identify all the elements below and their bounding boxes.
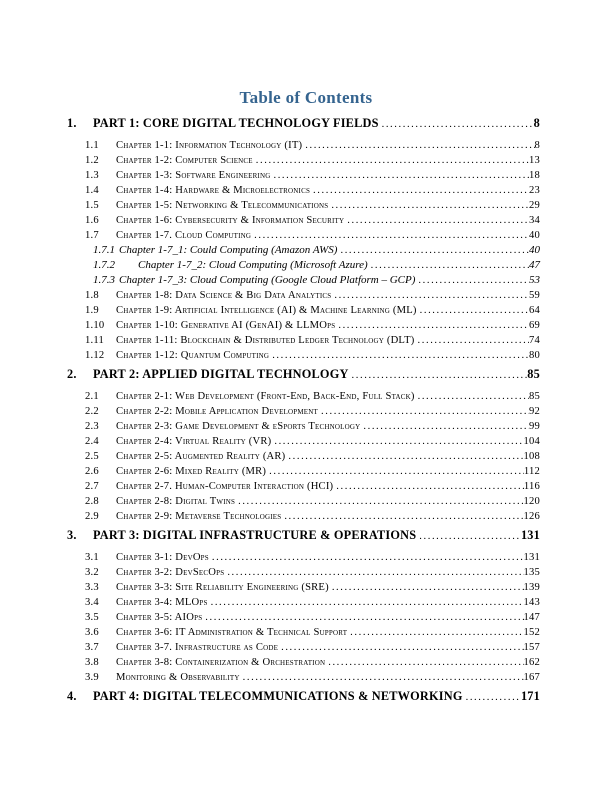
entry-page-number: 162 bbox=[523, 657, 540, 668]
entry-number: 1.3 bbox=[85, 170, 99, 181]
leader-dots bbox=[278, 640, 523, 655]
leader-dots bbox=[417, 303, 529, 318]
entry-page-number: 47 bbox=[529, 259, 540, 271]
entry-page-number: 120 bbox=[523, 496, 540, 507]
entry-page-number: 99 bbox=[529, 421, 540, 432]
leader-dots bbox=[415, 333, 529, 348]
entry-number: 1.7.3 bbox=[93, 274, 115, 286]
toc-entry[interactable] bbox=[67, 303, 540, 318]
entry-number: 3.3 bbox=[85, 582, 99, 593]
entry-number: 1.10 bbox=[85, 320, 105, 331]
entry-label: Chapter 2-9: Metaverse Technologies bbox=[116, 511, 282, 522]
leader-dots bbox=[349, 368, 528, 383]
leader-dots bbox=[251, 228, 529, 243]
entry-label: Chapter 2-6: Mixed Reality (MR) bbox=[116, 466, 267, 477]
entry-label: Chapter 1-7. Cloud Computing bbox=[116, 230, 252, 241]
entry-number: 1.4 bbox=[85, 185, 99, 196]
leader-dots bbox=[302, 138, 534, 153]
entry-label: Chapter 2-4: Virtual Reality (VR) bbox=[116, 436, 272, 447]
toc-entry[interactable] bbox=[67, 449, 540, 464]
entry-page-number: 135 bbox=[523, 567, 540, 578]
leader-dots bbox=[266, 464, 524, 479]
entry-number: 1.7.1 bbox=[93, 244, 115, 256]
entry-page-number: 74 bbox=[529, 335, 540, 346]
toc-entry[interactable] bbox=[67, 333, 540, 348]
part-label: PART 3: DIGITAL INFRASTRUCTURE & OPERATIONS bbox=[93, 528, 417, 542]
leader-dots bbox=[379, 117, 534, 132]
entry-label: Chapter 1-11: Blockchain & Distributed Ledger Technology (DLT) bbox=[116, 335, 415, 346]
entry-page-number: 69 bbox=[529, 320, 540, 331]
toc-entry[interactable] bbox=[67, 625, 540, 640]
entry-label: Chapter 1-1: Information Technology (IT) bbox=[116, 140, 303, 151]
entry-number: 2.7 bbox=[85, 481, 99, 492]
entry-number: 3.9 bbox=[85, 672, 99, 683]
entry-page-number: 139 bbox=[523, 582, 540, 593]
leader-dots bbox=[208, 595, 524, 610]
leader-dots bbox=[209, 550, 524, 565]
entry-label: Chapter 2-5: Augmented Reality (AR) bbox=[116, 451, 286, 462]
toc-entry[interactable] bbox=[67, 138, 540, 153]
entry-label: Chapter 1-6: Cybersecurity & Information Security bbox=[116, 215, 345, 226]
entry-label: Chapter 2-7. Human-Computer Interaction (HCI) bbox=[116, 481, 334, 492]
part-number: 4. bbox=[67, 689, 77, 703]
entry-page-number: 29 bbox=[529, 200, 540, 211]
entry-number: 3.6 bbox=[85, 627, 99, 638]
entry-number: 2.8 bbox=[85, 496, 99, 507]
entry-number: 1.9 bbox=[85, 305, 99, 316]
part-heading[interactable] bbox=[67, 116, 540, 132]
leader-dots bbox=[235, 494, 523, 509]
entry-number: 3.5 bbox=[85, 612, 99, 623]
entry-page-number: 112 bbox=[523, 466, 540, 477]
entry-page-number: 13 bbox=[529, 155, 540, 166]
entry-label: Chapter 1-7_3: Cloud Computing (Google Cloud Platform – GCP) bbox=[119, 274, 416, 286]
part-heading[interactable] bbox=[67, 528, 540, 544]
entry-label: Chapter 3-1: DevOps bbox=[116, 552, 209, 563]
entry-number: 1.1 bbox=[85, 140, 99, 151]
toc-entry[interactable] bbox=[67, 509, 540, 524]
entry-label: Chapter 1-7_2: Cloud Computing (Microsoft Azure) bbox=[138, 259, 368, 271]
entry-number: 2.4 bbox=[85, 436, 99, 447]
entry-number: 1.6 bbox=[85, 215, 99, 226]
toc-entry[interactable] bbox=[67, 258, 540, 273]
leader-dots bbox=[415, 389, 529, 404]
part-number: 1. bbox=[67, 116, 77, 130]
leader-dots bbox=[253, 153, 529, 168]
entry-page-number: 64 bbox=[529, 305, 540, 316]
entry-number: 3.8 bbox=[85, 657, 99, 668]
entry-number: 3.7 bbox=[85, 642, 99, 653]
part-heading[interactable] bbox=[67, 689, 540, 705]
entry-label: Chapter 3-4: MLOps bbox=[116, 597, 208, 608]
entry-label: Chapter 2-1: Web Development (Front-End, Back-End, Full Stack) bbox=[116, 391, 415, 402]
entry-number: 3.1 bbox=[85, 552, 99, 563]
leader-dots bbox=[368, 258, 529, 273]
entry-page-number: 18 bbox=[529, 170, 540, 181]
toc-entry[interactable] bbox=[67, 464, 540, 479]
entry-page-number: 108 bbox=[523, 451, 540, 462]
leader-dots bbox=[270, 168, 529, 183]
toc-entry[interactable] bbox=[67, 198, 540, 213]
entry-number: 2.3 bbox=[85, 421, 99, 432]
toc-entry[interactable] bbox=[67, 243, 540, 258]
toc-entry[interactable] bbox=[67, 419, 540, 434]
leader-dots bbox=[325, 655, 523, 670]
entry-label: Monitoring & Observability bbox=[116, 672, 240, 683]
leader-dots bbox=[202, 610, 523, 625]
leader-dots bbox=[281, 509, 523, 524]
leader-dots bbox=[337, 243, 529, 258]
toc-entry[interactable] bbox=[67, 479, 540, 494]
part-heading[interactable] bbox=[67, 367, 540, 383]
toc-entry[interactable] bbox=[67, 565, 540, 580]
leader-dots bbox=[269, 348, 529, 363]
entry-label: Chapter 1-2: Computer Science bbox=[116, 155, 253, 166]
entry-page-number: 80 bbox=[529, 350, 540, 361]
entry-page-number: 143 bbox=[523, 597, 540, 608]
entry-number: 1.8 bbox=[85, 290, 99, 301]
toc-entry[interactable] bbox=[67, 228, 540, 243]
toc-entry[interactable] bbox=[67, 389, 540, 404]
entry-page-number: 126 bbox=[523, 511, 540, 522]
leader-dots bbox=[310, 183, 529, 198]
page-title: Table of Contents bbox=[239, 88, 373, 107]
entry-label: Chapter 1-5: Networking & Telecommunications bbox=[116, 200, 329, 211]
leader-dots bbox=[360, 419, 529, 434]
entry-page-number: 8 bbox=[534, 140, 540, 151]
entry-number: 3.4 bbox=[85, 597, 99, 608]
toc-entry[interactable] bbox=[67, 595, 540, 610]
entry-number: 2.9 bbox=[85, 511, 99, 522]
entry-page-number: 92 bbox=[529, 406, 540, 417]
entry-label: Chapter 3-6: IT Administration & Technical Support bbox=[116, 627, 348, 638]
entry-page-number: 59 bbox=[529, 290, 540, 301]
part-label: PART 1: CORE DIGITAL TECHNOLOGY FIELDS bbox=[93, 116, 379, 130]
entry-label: Chapter 3-5: AIOps bbox=[116, 612, 203, 623]
entry-number: 1.2 bbox=[85, 155, 99, 166]
entry-label: Chapter 2-2: Mobile Application Development bbox=[116, 406, 319, 417]
toc-entry[interactable] bbox=[67, 273, 540, 288]
part-label: PART 2: APPLIED DIGITAL TECHNOLOGY bbox=[93, 367, 349, 381]
entry-page-number: 23 bbox=[529, 185, 540, 196]
entry-page-number: 85 bbox=[529, 391, 540, 402]
entry-label: Chapter 1-9: Artificial Intelligence (AI) & Machine Learning (ML) bbox=[116, 305, 417, 316]
toc-entry[interactable] bbox=[67, 550, 540, 565]
entry-number: 2.1 bbox=[85, 391, 99, 402]
toc-entry[interactable] bbox=[67, 655, 540, 670]
part-label: PART 4: DIGITAL TELECOMMUNICATIONS & NETWORKING bbox=[93, 689, 463, 703]
entry-label: Chapter 2-3: Game Development & eSports Technology bbox=[116, 421, 361, 432]
toc-entry[interactable] bbox=[67, 183, 540, 198]
leader-dots bbox=[347, 625, 523, 640]
entry-number: 2.2 bbox=[85, 406, 99, 417]
entry-label: Chapter 1-3: Software Engineering bbox=[116, 170, 271, 181]
entry-page-number: 157 bbox=[523, 642, 540, 653]
leader-dots bbox=[331, 288, 529, 303]
entry-number: 3.2 bbox=[85, 567, 99, 578]
entry-label: Chapter 3-7. Infrastructure as Code bbox=[116, 642, 279, 653]
entry-number: 1.5 bbox=[85, 200, 99, 211]
entry-number: 1.11 bbox=[85, 335, 104, 346]
toc-entry[interactable] bbox=[67, 434, 540, 449]
part-number: 3. bbox=[67, 528, 77, 542]
entry-number: 1.12 bbox=[85, 350, 105, 361]
toc-entry[interactable] bbox=[67, 168, 540, 183]
entry-page-number: 40 bbox=[529, 244, 540, 256]
entry-page-number: 147 bbox=[523, 612, 540, 623]
toc-entry[interactable] bbox=[67, 213, 540, 228]
leader-dots bbox=[335, 318, 529, 333]
toc-entry[interactable] bbox=[67, 153, 540, 168]
entry-label: Chapter 1-8: Data Science & Big Data Analytics bbox=[116, 290, 332, 301]
entry-label: Chapter 1-12: Quantum Computing bbox=[116, 350, 270, 361]
part-page-number: 85 bbox=[527, 367, 540, 381]
leader-dots bbox=[240, 670, 524, 685]
entry-page-number: 116 bbox=[523, 481, 540, 492]
toc-entry[interactable] bbox=[67, 610, 540, 625]
toc-entry[interactable] bbox=[67, 404, 540, 419]
entry-page-number: 53 bbox=[529, 274, 540, 286]
leader-dots bbox=[271, 434, 523, 449]
part-page-number: 8 bbox=[533, 116, 540, 130]
entry-number: 1.7.2 bbox=[93, 259, 115, 271]
part-page-number: 171 bbox=[520, 689, 540, 703]
entry-page-number: 131 bbox=[523, 552, 540, 563]
leader-dots bbox=[318, 404, 529, 419]
entry-page-number: 152 bbox=[523, 627, 540, 638]
part-number: 2. bbox=[67, 367, 77, 381]
leader-dots bbox=[416, 529, 521, 544]
entry-number: 1.7 bbox=[85, 230, 99, 241]
leader-dots bbox=[329, 580, 524, 595]
entry-page-number: 40 bbox=[529, 230, 540, 241]
toc-entry[interactable] bbox=[67, 348, 540, 363]
entry-label: Chapter 1-7_1: Could Computing (Amazon AWS) bbox=[119, 244, 338, 256]
leader-dots bbox=[333, 479, 524, 494]
leader-dots bbox=[328, 198, 529, 213]
entry-number: 2.6 bbox=[85, 466, 99, 477]
entry-label: Chapter 3-3: Site Reliability Engineering (SRE) bbox=[116, 582, 329, 593]
toc-entry[interactable] bbox=[67, 288, 540, 303]
leader-dots bbox=[224, 565, 523, 580]
leader-dots bbox=[285, 449, 523, 464]
entry-number: 2.5 bbox=[85, 451, 99, 462]
toc-entry[interactable] bbox=[67, 670, 540, 685]
entry-label: Chapter 1-10: Generative AI (GenAI) & LLMOps bbox=[116, 320, 336, 331]
toc-entry[interactable] bbox=[67, 494, 540, 509]
toc-entry[interactable] bbox=[67, 318, 540, 333]
entry-label: Chapter 3-8: Containerization & Orchestration bbox=[116, 657, 326, 668]
leader-dots bbox=[415, 273, 529, 288]
entry-page-number: 104 bbox=[523, 436, 540, 447]
leader-dots bbox=[463, 690, 521, 705]
leader-dots bbox=[344, 213, 529, 228]
entry-label: Chapter 2-8: Digital Twins bbox=[116, 496, 236, 507]
part-page-number: 131 bbox=[520, 528, 540, 542]
entry-label: Chapter 1-4: Hardware & Microelectronics bbox=[116, 185, 311, 196]
table-of-contents bbox=[67, 112, 540, 711]
entry-page-number: 34 bbox=[529, 215, 540, 226]
entry-page-number: 167 bbox=[523, 672, 540, 683]
entry-label: Chapter 3-2: DevSecOps bbox=[116, 567, 225, 578]
toc-entry[interactable] bbox=[67, 640, 540, 655]
toc-entry[interactable] bbox=[67, 580, 540, 595]
